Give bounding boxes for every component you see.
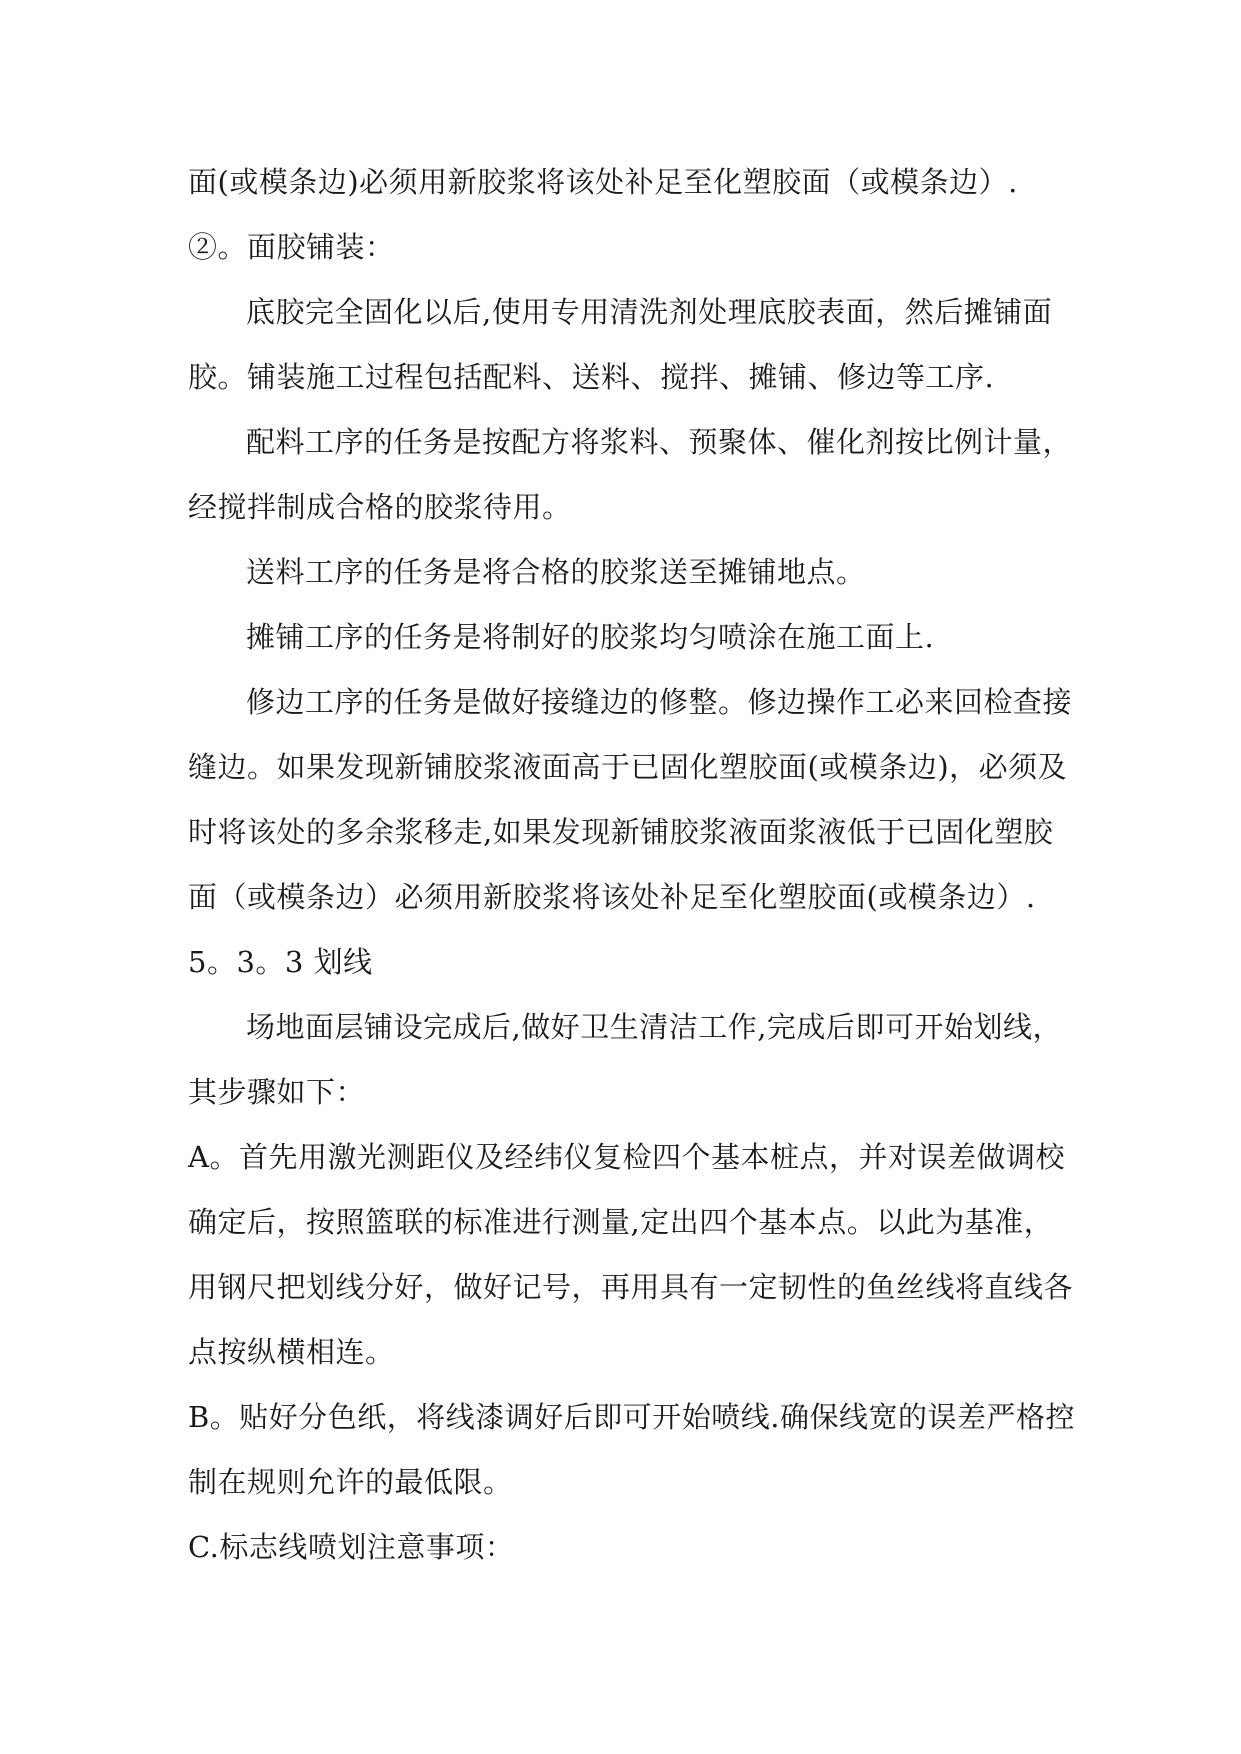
text-line: 摊铺工序的任务是将制好的胶浆均匀喷涂在施工面上. [246, 620, 935, 654]
text-line: 底胶完全固化以后,使用专用清洗剂处理底胶表面，然后摊铺面 [246, 295, 1053, 329]
text-line: B。贴好分色纸，将线漆调好后即可开始喷线.确保线宽的误差严格控 [188, 1400, 1076, 1434]
text-line: 确定后，按照篮联的标准进行测量,定出四个基本点。以此为基准， [188, 1205, 1054, 1239]
text-line: 胶。铺装施工过程包括配料、送料、搅拌、摊铺、修边等工序. [188, 360, 995, 394]
text-line: 修边工序的任务是做好接缝边的修整。修边操作工必来回检查接 [246, 685, 1073, 719]
text-line: A。首先用激光测距仪及经纬仪复检四个基本桩点，并对误差做调校 [188, 1140, 1065, 1174]
text-line: 送料工序的任务是将合格的胶浆送至摊铺地点。 [246, 555, 866, 589]
text-line: 制在规则允许的最低限。 [188, 1465, 513, 1499]
text-line: 经搅拌制成合格的胶浆待用。 [188, 490, 572, 524]
text-line: ②。面胶铺装： [188, 230, 395, 264]
text-line: C.标志线喷划注意事项： [188, 1530, 515, 1564]
document-body [188, 160, 1076, 1590]
text-line: 5。3。3 划线 [188, 945, 373, 979]
text-line: 场地面层铺设完成后,做好卫生清洁工作,完成后即可开始划线， [246, 1010, 1062, 1044]
text-line: 其步骤如下： [188, 1075, 366, 1109]
text-line: 时将该处的多余浆移走,如果发现新铺胶浆液面浆液低于已固化塑胶 [188, 815, 1054, 849]
text-line: 配料工序的任务是按配方将浆料、预聚体、催化剂按比例计量， [246, 425, 1073, 459]
text-line: 面(或模条边)必须用新胶浆将该处补足至化塑胶面（或模条边）. [188, 165, 1018, 199]
text-line: 点按纵横相连。 [188, 1335, 395, 1369]
text-line: 面（或模条边）必须用新胶浆将该处补足至化塑胶面(或模条边）. [188, 880, 1036, 914]
text-line: 用钢尺把划线分好，做好记号，再用具有一定韧性的鱼丝线将直线各 [188, 1270, 1074, 1304]
text-line: 缝边。如果发现新铺胶浆液面高于已固化塑胶面(或模条边)，必须及 [188, 750, 1068, 784]
